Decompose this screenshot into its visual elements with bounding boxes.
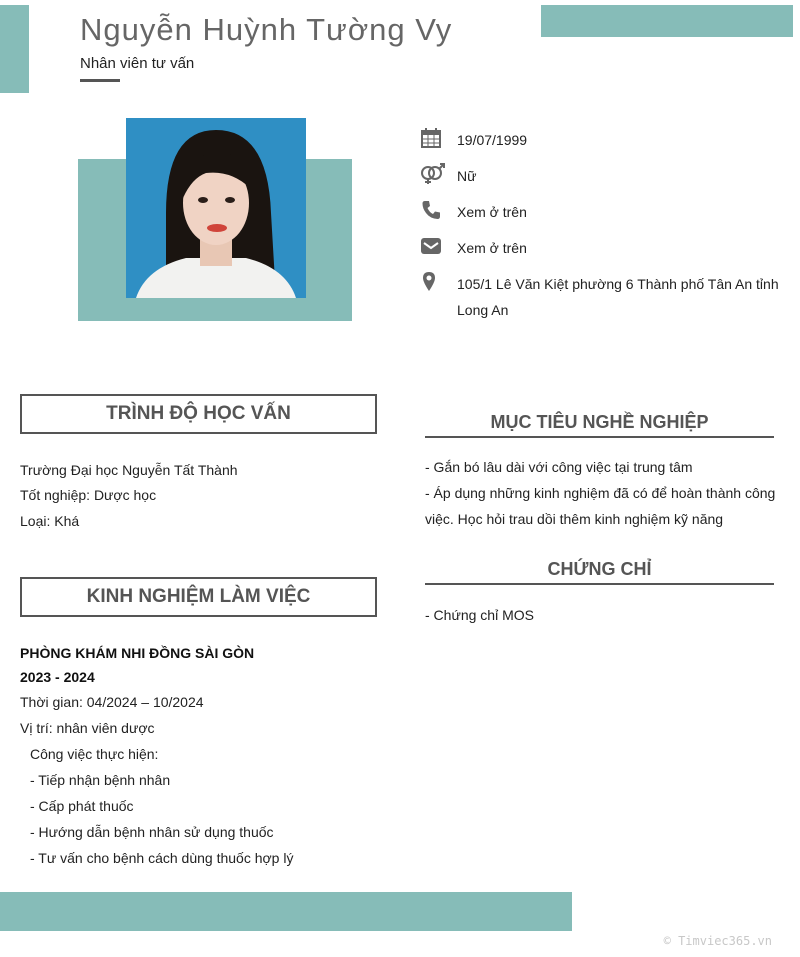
experience-position: Vị trí: nhân viên dược <box>20 720 155 736</box>
profile-photo <box>126 118 306 298</box>
email-text: Xem ở trên <box>457 240 527 256</box>
experience-duty: - Cấp phát thuốc <box>30 798 134 814</box>
experience-duty: - Hướng dẫn bệnh nhân sử dụng thuốc <box>30 824 274 840</box>
top-left-accent-bar <box>0 5 29 93</box>
bottom-accent-bar <box>0 892 572 931</box>
birthdate-text: 19/07/1999 <box>457 132 528 148</box>
phone-icon <box>420 199 446 221</box>
title-underline <box>80 79 120 82</box>
education-major: Tốt nghiệp: Dược học <box>20 487 157 503</box>
address-text: 105/1 Lê Văn Kiệt phường 6 Thành phố Tân An tỉnh Long An <box>457 276 779 318</box>
objective-heading: MỤC TIÊU NGHỀ NGHIỆP <box>425 412 774 438</box>
portrait-image <box>126 118 306 298</box>
experience-company: PHÒNG KHÁM NHI ĐỒNG SÀI GÒN <box>20 645 255 661</box>
objective-line: - Gắn bó lâu dài với công việc tại trung tâm <box>425 459 693 475</box>
experience-years: 2023 - 2024 <box>20 669 95 685</box>
experience-duties-label: Công việc thực hiện: <box>30 746 159 762</box>
info-email <box>420 235 780 261</box>
candidate-name: Nguyễn Huỳnh Tường Vy <box>80 12 453 47</box>
education-heading: TRÌNH ĐỘ HỌC VẤN <box>20 394 377 434</box>
map-pin-icon <box>420 271 446 293</box>
job-title: Nhân viên tư vấn <box>80 55 195 72</box>
phone-text: Xem ở trên <box>457 204 527 220</box>
calendar-icon <box>420 127 446 149</box>
info-address <box>420 271 780 323</box>
certificate-item: - Chứng chỉ MOS <box>425 607 534 623</box>
info-phone <box>420 199 780 225</box>
experience-period: Thời gian: 04/2024 – 10/2024 <box>20 694 204 710</box>
gender-text: Nữ <box>457 168 477 184</box>
experience-duty: - Tư vấn cho bệnh cách dùng thuốc hợp lý <box>30 850 294 866</box>
experience-duty: - Tiếp nhận bệnh nhân <box>30 772 171 788</box>
info-birthdate <box>420 127 780 153</box>
education-grade: Loại: Khá <box>20 513 80 529</box>
watermark: © Timviec365.vn <box>663 934 772 948</box>
gender-icon <box>420 163 446 185</box>
certificates-heading: CHỨNG CHỈ <box>425 559 774 585</box>
education-school: Trường Đại học Nguyễn Tất Thành <box>20 462 238 478</box>
experience-heading: KINH NGHIỆM LÀM VIỆC <box>20 577 377 617</box>
info-gender <box>420 163 780 189</box>
objective-line: - Áp dụng những kinh nghiệm đã có để hoàn thành công việc. Học hỏi trau dồi thêm kinh nghiệm kỹ năng <box>425 485 776 527</box>
top-right-accent-bar <box>541 5 793 37</box>
email-icon <box>420 235 446 257</box>
